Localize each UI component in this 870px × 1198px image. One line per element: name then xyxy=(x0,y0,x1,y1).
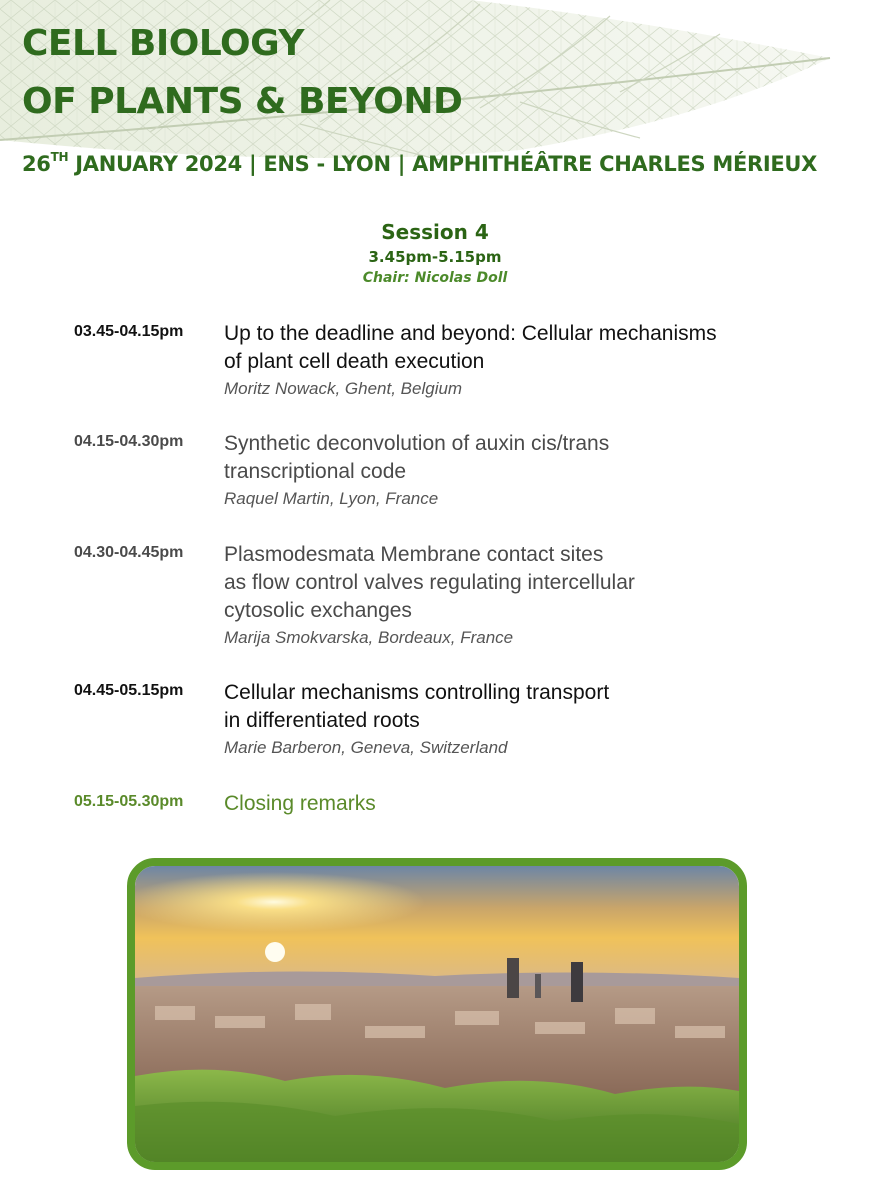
talk-speaker: Marija Smokvarska, Bordeaux, France xyxy=(224,628,514,647)
closing-remarks-item xyxy=(74,790,814,818)
talk-time: 04.30-04.45pm xyxy=(74,544,184,561)
lyon-sunset-panorama xyxy=(135,866,739,1162)
talk-title: Cellular mechanisms controlling transport in differentiated roots xyxy=(224,681,610,732)
talk-time: 05.15-05.30pm xyxy=(74,793,184,810)
talk-title: Up to the deadline and beyond: Cellular mechanisms of plant cell death execution xyxy=(224,322,717,373)
talk-speaker: Raquel Martin, Lyon, France xyxy=(224,489,439,508)
talk-title: Closing remarks xyxy=(224,792,376,815)
talk-item xyxy=(74,679,814,761)
lyon-city-photo xyxy=(127,858,747,1170)
session-time: 3.45pm-5.15pm xyxy=(368,248,502,266)
date-day: 26 xyxy=(22,152,51,176)
talk-speaker: Marie Barberon, Geneva, Switzerland xyxy=(224,738,508,757)
talk-time: 03.45-04.15pm xyxy=(74,323,184,340)
date-suffix: TH xyxy=(50,150,69,164)
date-venue: JANUARY 2024 | ENS - LYON | AMPHITHÉÂTRE CHARLES MÉRIEUX xyxy=(68,152,818,176)
talk-time: 04.45-05.15pm xyxy=(74,682,184,699)
talk-title: Plasmodesmata Membrane contact sites as flow control valves regulating intercellular cytosolic exchanges xyxy=(224,543,635,622)
talk-item xyxy=(74,430,814,512)
talk-title: Synthetic deconvolution of auxin cis/trans transcriptional code xyxy=(224,432,610,483)
talk-speaker: Moritz Nowack, Ghent, Belgium xyxy=(224,379,463,398)
event-date-location xyxy=(22,152,817,176)
session-title: Session 4 xyxy=(381,220,489,244)
talk-time: 04.15-04.30pm xyxy=(74,433,184,450)
session-chair: Chair: Nicolas Doll xyxy=(362,270,508,286)
conference-title-line-1: CELL BIOLOGY xyxy=(22,23,304,64)
talk-item xyxy=(74,541,814,651)
talk-item xyxy=(74,320,814,402)
header-banner xyxy=(0,0,870,205)
conference-title-line-2: OF PLANTS & BEYOND xyxy=(22,81,463,122)
